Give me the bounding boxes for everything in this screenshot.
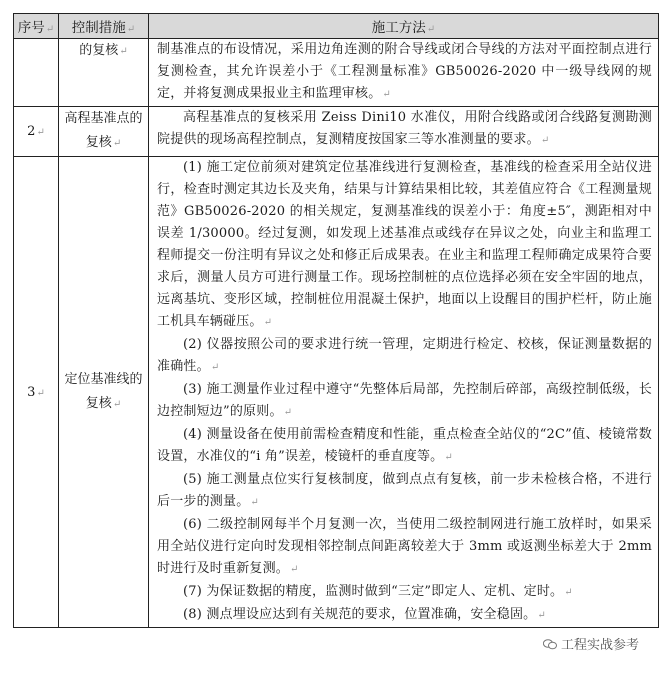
method-paragraph: (1) 施工定位前须对建筑定位基准线进行复测检查，基准线的检查采用全站仪进行，检查时测定其边长及夹角，结果与计算结果相比较，其差值应符合《工程测量规范》GB50026-2020 的相关规定，复测基准线的误差小于：角度±5″，测距相对中误差 1/30000。经过复测，如发现上述基准点或线存在异议之处，向业主和监理工程师提交一份注明有异议之处和修正后成果表。在业主和监理工程师确定成果符合要求后，测量人员方可进行测量工作。现场控制桩的点位选择必须在安全牢固的地点，远离基坑、变形区域，控制桩位用混凝土保护，地面以上设醒目的围护栏杆，防止施工机具车辆碰压。↵ (157, 160, 652, 329)
table-header-row (14, 14, 659, 39)
method-paragraph: (8) 测点埋设应达到有关规范的要求，位置准确，安全稳固。↵ (183, 607, 546, 622)
row1-no-cell (14, 39, 59, 107)
method-paragraph: 高程基准点的复核采用 Zeiss Dini10 水准仪，用附合线路或闭合线路复测勘测院提供的现场高程控制点，复测精度按国家三等水准测量的要求。↵ (157, 110, 652, 147)
method-paragraph: (5) 施工测量点位实行复核制度，做到点点有复核，前一步未检核合格，不进行后一步的测量。↵ (157, 472, 652, 509)
row2-method-cell (149, 107, 659, 157)
table-row (14, 107, 659, 157)
method-paragraph: (4) 测量设备在使用前需检查精度和性能，重点检查全站仪的“2C”值、棱镜常数设置，水准仪的“i 角”误差，棱镜杆的垂直度等。↵ (157, 427, 652, 464)
watermark: 工程实战参考 (540, 634, 642, 653)
method-paragraph: (7) 为保证数据的精度，监测时做到“三定”即定人、定机、定时。↵ (183, 584, 573, 599)
row3-no-cell: 3↵ (14, 157, 59, 628)
construction-method-table (13, 13, 659, 628)
method-paragraph: 制基准点的布设情况，采用边角连测的附合导线或闭合导线的方法对平面控制点进行复测检查，其允许误差小于《工程测量标准》GB50026-2020 中一级导线网的规定，并将复测成果报业主和监理审核。↵ (157, 42, 652, 101)
table-row (14, 157, 659, 628)
row1-method-cell (149, 39, 659, 107)
method-paragraph: (2) 仪器按照公司的要求进行统一管理，定期进行检定、校核，保证测量数据的准确性。↵ (157, 337, 652, 374)
header-no: 序号↵ (14, 14, 59, 39)
wechat-icon (543, 639, 557, 650)
row2-no-cell: 2↵ (14, 107, 59, 157)
header-method: 施工方法↵ (149, 14, 659, 39)
method-paragraph: (3) 施工测量作业过程中遵守“先整体后局部，先控制后碎部，高级控制低级，长边控制短边”的原则。↵ (157, 382, 652, 419)
row1-measure-cell: 的复核↵ (59, 39, 149, 107)
header-measure: 控制措施↵ (59, 14, 149, 39)
row3-method-cell (149, 157, 659, 628)
row2-measure-cell: 高程基准点的复核↵ (59, 107, 149, 157)
row3-measure-cell: 定位基准线的复核↵ (59, 157, 149, 628)
document-page (13, 13, 658, 628)
method-paragraph: (6) 二级控制网每半个月复测一次，当使用二级控制网进行施工放样时，如果采用全站仪进行定向时发现相邻控制点间距离较差大于 3mm 或返测坐标差大于 2mm 时进行及时重新复测。↵ (157, 517, 652, 576)
table-row (14, 39, 659, 107)
